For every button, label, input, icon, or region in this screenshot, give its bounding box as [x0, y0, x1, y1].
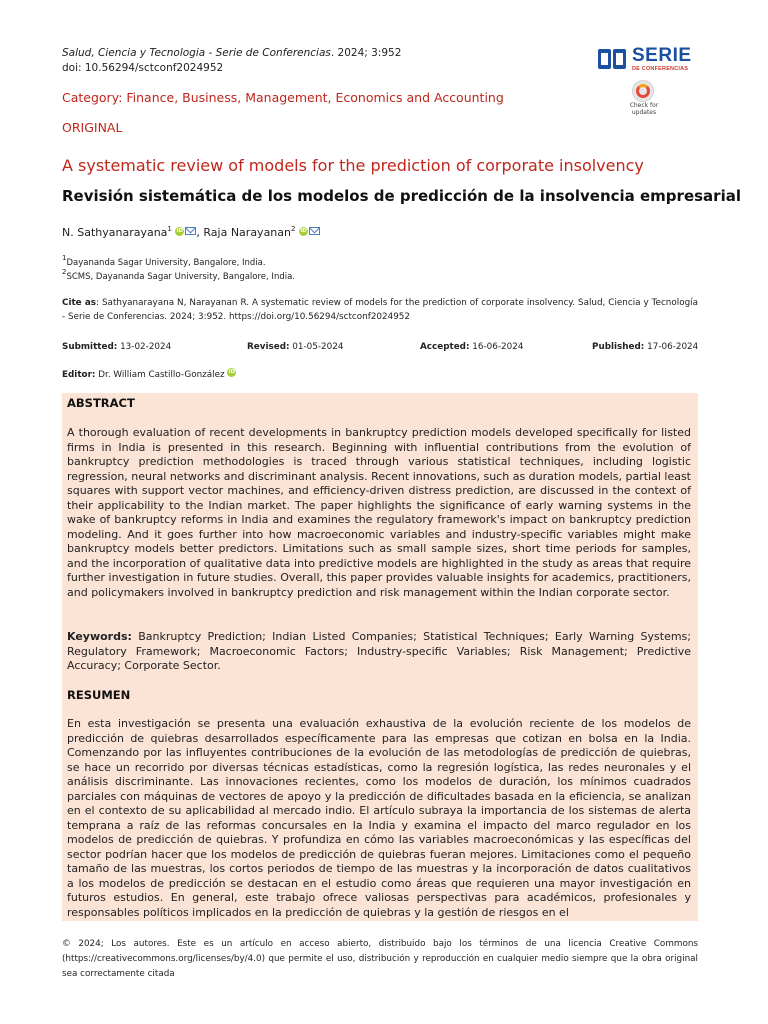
resumen-heading: RESUMEN	[67, 688, 131, 702]
author-name: Raja Narayanan	[203, 226, 291, 239]
author-name: N. Sathyanarayana	[62, 226, 168, 239]
affiliation: $^1$Dayananda Sagar University, Bangalore, India.	[62, 254, 266, 268]
cite-label: Cite as	[62, 298, 97, 308]
author-affiliation-mark: 2	[291, 225, 296, 233]
check-for-updates-badge[interactable]	[622, 80, 666, 120]
orcid-icon[interactable]: iD	[300, 228, 307, 234]
orcid-icon[interactable]: iD	[228, 369, 236, 375]
logo-wordmark: SERIE	[632, 45, 692, 66]
published-date: Published: 17-06-2024	[592, 342, 699, 352]
license-notice: © 2024; Los autores. Este es un artículo en acceso abierto, distribuido bajo los términos de una licencia Creative Commons (https://creativecommons.org/licenses/by/4.0) que permite el uso, distribución y reproducción en cualquier medio siempre que la obra original sea correctamente citada	[62, 939, 698, 979]
author-separator: ,	[196, 226, 204, 239]
accepted-date: Accepted: 16-06-2024	[420, 342, 524, 352]
email-icon[interactable]	[185, 227, 196, 235]
affiliation: $^2$SCMS, Dayananda Sagar University, Bangalore, India.	[62, 268, 295, 282]
keywords-text: Bankruptcy Prediction; Indian Listed Companies; Statistical Techniques; Early Warning Systems; Regulatory Framework; Macroeconomic Factors; Industry-specific Variables; Risk Management; Predictive Accuracy; Corporate Sector.	[67, 630, 691, 672]
editor-line: Editor: Dr. William Castillo-González iD	[62, 369, 236, 380]
logo-subtitle: DE CONFERENCIAS	[632, 66, 689, 72]
email-icon[interactable]	[309, 227, 320, 235]
submitted-date: Submitted: 13-02-2024	[62, 342, 172, 352]
orcid-icon[interactable]: iD	[176, 228, 184, 234]
journal-citation	[62, 46, 401, 61]
author-affiliation-mark: 1	[167, 225, 172, 233]
keywords	[67, 630, 691, 674]
abstract-text: A thorough evaluation of recent developments in bankruptcy prediction models developed specifically for listed firms in India is presented in this research. Beginning with influential contributions from the evolution of bankruptcy prediction methodologies is traced through various statistical techniques, including logistic regression, neural networks and discriminant analysis. Recent innovations, such as duration models, partial least squares with support vector machines, and efficiency-driven distress prediction, are discussed in the context of their applicability to the Indian market. The paper highlights the significance of early warning systems in the wake of bankruptcy reforms in India and examines the regulatory framework's impact on bankruptcy prediction modeling. And it goes further into how macroeconomic variables and industry-specific variables might make bankruptcy models better predictors. Limitations such as small sample sizes, short time periods for samples, and the incorporation of qualitative data into predictive models are highlighted in the study as areas that require further investigation in future studies. Overall, this paper provides valuable insights for academics, practitioners, and policymakers involved in bankruptcy prediction and risk management within the Indian corporate sector.	[67, 426, 691, 599]
title-english: A systematic review of models for the prediction of corporate insolvency	[62, 156, 644, 175]
abstract-box	[62, 393, 698, 921]
journal-volume: . 2024; 3:952	[330, 47, 402, 59]
article-category: Category: Finance, Business, Management, Economics and Accounting	[62, 90, 504, 105]
check-updates-icon	[632, 80, 654, 102]
keywords-label: Keywords:	[67, 630, 132, 643]
revised-date: Revised: 01-05-2024	[247, 342, 344, 352]
logo-book-icon	[598, 49, 628, 69]
journal-name: Salud, Ciencia y Tecnologia - Serie de Conferencias	[62, 47, 331, 59]
serie-conferencias-logo	[598, 47, 698, 73]
author-list	[62, 221, 320, 241]
doi-line[interactable]: doi: 10.56294/sctconf2024952	[62, 62, 224, 74]
cite-text: : Sathyanarayana N, Narayanan R. A systematic review of models for the prediction of corporate insolvency. Salud, Ciencia y Tecnología - Serie de Conferencias. 2024; 3:952. https://doi.org/10.56294/sctconf2024952	[62, 298, 698, 322]
abstract-heading: ABSTRACT	[67, 396, 135, 410]
article-type: ORIGINAL	[62, 120, 123, 135]
check-updates-label: Check for updates	[629, 102, 659, 116]
resumen-text: En esta investigación se presenta una evaluación exhaustiva de la evolución reciente de los modelos de predicción de quiebras desarrollados específicamente para las empresas que cotizan en bolsa en la India. Comenzando por las influyentes contribuciones de la evolución de las metodologías de predicción de quiebras, se hace un recorrido por diversas técnicas estadísticas, como la regresión logística, las redes neuronales y el análisis discriminante. Las innovaciones recientes, como los modelos de duración, los mínimos cuadrados parciales con máquinas de vectores de apoyo y la predicción de dificultades basada en la eficiencia, se analizan en el contexto de su aplicabilidad al mercado indio. El artículo subraya la importancia de los sistemas de alerta temprana a raíz de las reformas concursales en la India y examina el impacto del marco regulador en los modelos de predicción de quiebras. Y profundiza en cómo las variables macroeconómicas y las específicas del sector podrían hacer que los modelos de predicción de quiebras fueran mejores. Limitaciones como el pequeño tamaño de las muestras, los cortos periodos de tiempo de las muestras y la incorporación de datos cualitativos a los modelos de predicción se destacan en el estudio como áreas que requieren una mayor investigación en futuros estudios. En general, este trabajo ofrece valiosas perspectivas para académicos, profesionales y responsables políticos implicados en la predicción de quiebras y la gestión de riesgos en el	[67, 717, 691, 919]
title-spanish: Revisión sistemática de los modelos de predicción de la insolvencia empresarial	[62, 187, 741, 205]
cite-as	[62, 296, 698, 324]
